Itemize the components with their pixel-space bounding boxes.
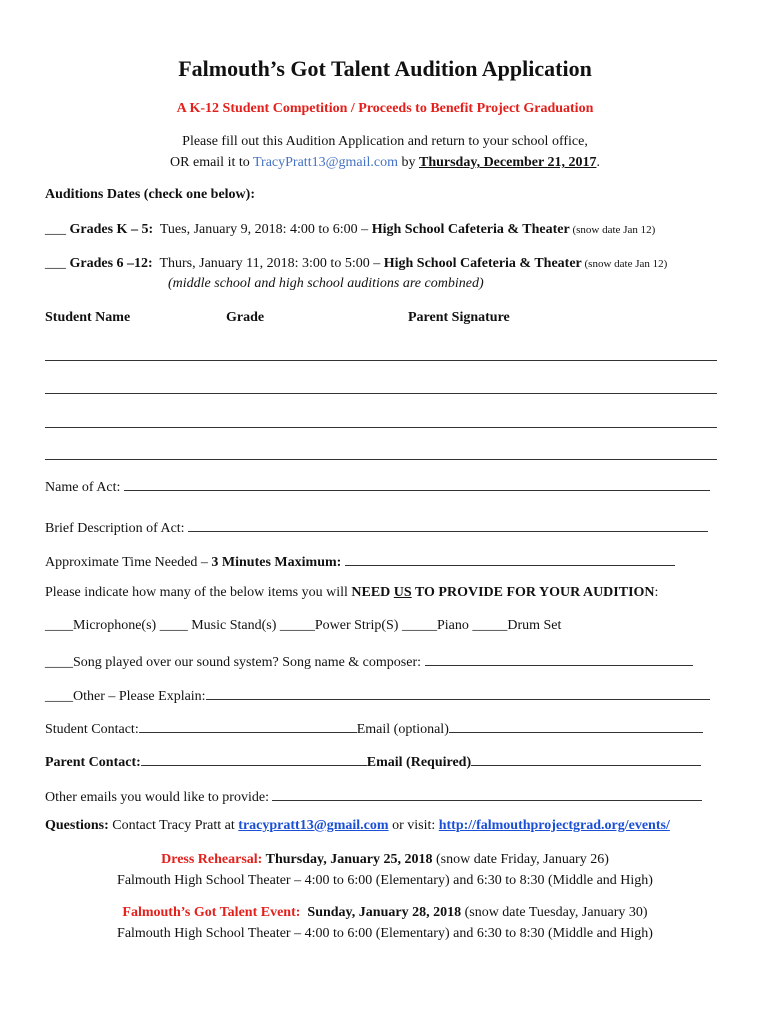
- header-parent-signature: Parent Signature: [408, 310, 510, 325]
- provide-prefix: Please indicate how many of the below items you will: [45, 585, 352, 600]
- audition-grades-6-12: Grades 6 –12:: [69, 256, 153, 271]
- page-title: Falmouth’s Got Talent Audition Application: [178, 56, 592, 81]
- provide-need: NEED: [351, 585, 394, 600]
- parent-contact-field[interactable]: [141, 751, 367, 766]
- submission-email-link[interactable]: TracyPratt13@gmail.com: [253, 155, 398, 170]
- event-label: Falmouth’s Got Talent Event:: [122, 905, 301, 920]
- audition-date-k5: Tues, January 9, 2018: 4:00 to 6:00 –: [153, 222, 372, 237]
- email-optional-label: Email (optional): [356, 722, 449, 737]
- parent-contact-row: [45, 751, 701, 771]
- header-student-name: Student Name: [45, 310, 131, 325]
- equipment-items[interactable]: ____Microphone(s) ____ Music Stand(s) _____Power Strip(S) _____Piano _____Drum Set: [45, 618, 562, 633]
- audition-snow-k5: (snow date Jan 12): [569, 224, 656, 236]
- time-row: [45, 551, 675, 571]
- student-contact-row: [45, 718, 703, 738]
- other-emails-field[interactable]: [272, 786, 702, 801]
- song-row: [45, 651, 693, 671]
- email-required-field[interactable]: [471, 751, 701, 766]
- name-of-act-label: Name of Act:: [45, 480, 121, 495]
- audition-note: (middle school and high school auditions are combined): [168, 276, 484, 291]
- time-max-label: 3 Minutes Maximum:: [211, 555, 342, 570]
- audition-option-6-12[interactable]: [45, 256, 667, 272]
- provide-rest: TO PROVIDE FOR YOUR AUDITION: [411, 585, 655, 600]
- instructions-line-1: Please fill out this Audition Application and return to your school office,: [182, 134, 588, 149]
- dress-rehearsal-label: Dress Rehearsal:: [161, 852, 263, 867]
- name-of-act-field[interactable]: [124, 476, 710, 491]
- audition-option-k5[interactable]: [45, 222, 655, 238]
- name-of-act-row: [45, 476, 710, 496]
- song-field[interactable]: [425, 651, 693, 666]
- other-emails-label: Other emails you would like to provide:: [45, 790, 269, 805]
- email-required-label: Email (Required): [366, 755, 472, 770]
- time-needed-field[interactable]: [345, 551, 675, 566]
- project-grad-url-link[interactable]: http://falmouthprojectgrad.org/events/: [438, 818, 670, 833]
- questions-label: Questions:: [45, 818, 109, 833]
- parent-contact-label: Parent Contact:: [45, 755, 141, 770]
- deadline-date: Thursday, December 21, 2017: [418, 155, 597, 170]
- questions-visit: or visit:: [388, 818, 439, 833]
- event-snow: (snow date Tuesday, January 30): [461, 905, 648, 920]
- signature-line-2[interactable]: [45, 393, 717, 394]
- dress-rehearsal-details: Falmouth High School Theater – 4:00 to 6:00 (Elementary) and 6:30 to 8:30 (Middle and High): [117, 873, 653, 888]
- provide-row: [45, 585, 658, 601]
- audition-snow-6-12: (snow date Jan 12): [581, 258, 668, 270]
- description-row: [45, 517, 708, 537]
- instructions-end: .: [596, 155, 600, 170]
- instructions-prefix: OR email it to: [170, 155, 253, 170]
- event-date: Sunday, January 28, 2018: [300, 905, 462, 920]
- signature-line-1[interactable]: [45, 360, 717, 361]
- signature-line-3[interactable]: [45, 427, 717, 428]
- brief-description-label: Brief Description of Act:: [45, 521, 185, 536]
- dress-rehearsal-date: Thursday, January 25, 2018: [262, 852, 433, 867]
- time-needed-label: Approximate Time Needed –: [45, 555, 212, 570]
- audition-checkbox-k5[interactable]: ___: [45, 222, 70, 237]
- event-details: Falmouth High School Theater – 4:00 to 6:00 (Elementary) and 6:30 to 8:30 (Middle and High): [117, 926, 653, 941]
- student-contact-field[interactable]: [139, 718, 357, 733]
- other-field[interactable]: [206, 685, 710, 700]
- questions-row: [45, 818, 670, 834]
- instructions-by: by: [397, 155, 419, 170]
- provide-us: US: [393, 585, 412, 600]
- other-label[interactable]: ____Other – Please Explain:: [45, 689, 206, 704]
- audition-location-6-12: High School Cafeteria & Theater: [383, 256, 582, 271]
- auditions-heading: Auditions Dates (check one below):: [45, 187, 255, 202]
- email-optional-field[interactable]: [449, 718, 703, 733]
- audition-location-k5: High School Cafeteria & Theater: [371, 222, 570, 237]
- audition-date-6-12: Thurs, January 11, 2018: 3:00 to 5:00 –: [152, 256, 384, 271]
- dress-rehearsal-row: [0, 852, 770, 868]
- other-row: [45, 685, 710, 705]
- event-row: [0, 905, 770, 921]
- song-label[interactable]: ____Song played over our sound system? Song name & composer:: [45, 655, 422, 670]
- questions-text: Contact Tracy Pratt at: [108, 818, 239, 833]
- audition-grades-k5: Grades K – 5:: [69, 222, 154, 237]
- header-grade: Grade: [226, 310, 265, 325]
- signature-line-4[interactable]: [45, 459, 717, 460]
- dress-rehearsal-snow: (snow date Friday, January 26): [432, 852, 609, 867]
- other-emails-row: [45, 786, 702, 806]
- audition-checkbox-6-12[interactable]: ___: [45, 256, 70, 271]
- questions-email-link[interactable]: tracypratt13@gmail.com: [238, 818, 389, 833]
- subtitle: A K-12 Student Competition / Proceeds to Benefit Project Graduation: [176, 101, 594, 116]
- student-contact-label: Student Contact:: [45, 722, 139, 737]
- brief-description-field[interactable]: [188, 517, 708, 532]
- instructions-line-2: [0, 155, 770, 171]
- provide-colon: :: [654, 585, 659, 600]
